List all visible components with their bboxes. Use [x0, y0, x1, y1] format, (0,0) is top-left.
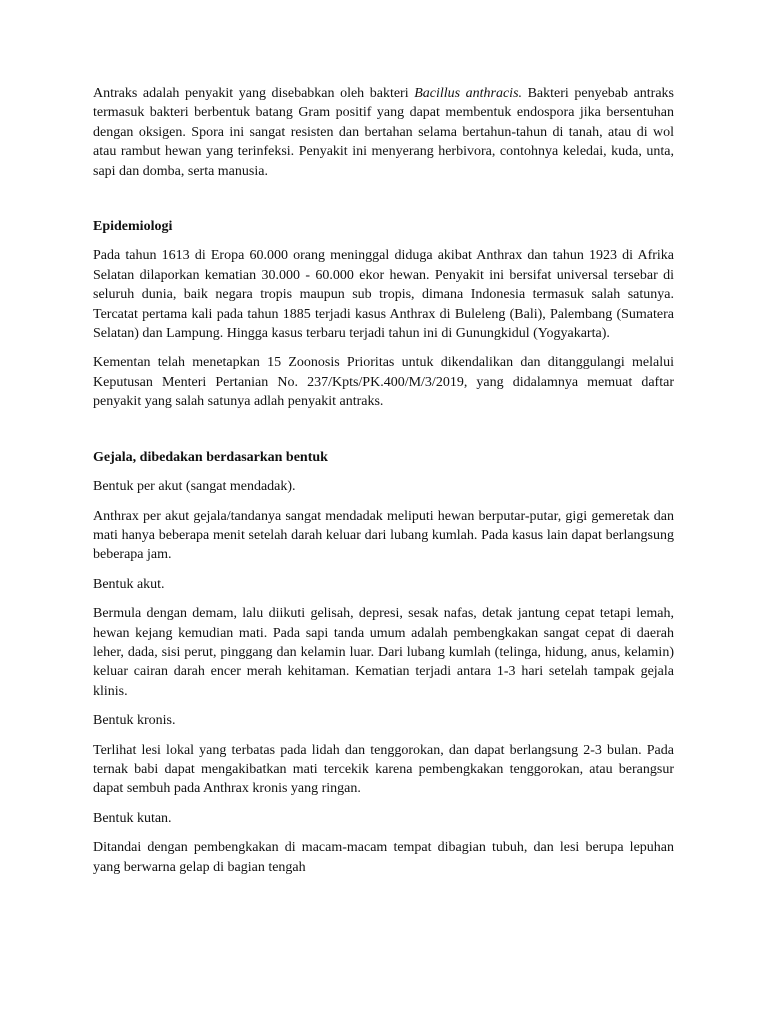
per-akut-title: Bentuk per akut (sangat mendadak). [93, 479, 296, 495]
intro-text-end: Bakteri penyebab antraks termasuk bakteri berbentuk batang Gram positif yang dapat membentuk endospora jika bersentuhan dengan oksigen. Spora ini sangat resisten dan bertahan selama bertahun-tahun di tanah, atau di wol atau rambut hewan yang terinfeksi. Penyakit ini menyerang herbivora, contohnya keledai, kuda, unta, sapi dan domba, serta manusia. [93, 86, 674, 179]
epidemiologi-paragraph-2: Kementan telah menetapkan 15 Zoonosis Prioritas untuk dikendalikan dan ditanggulangi melalui Keputusan Menteri Pertanian No. 237/Kpts/PK.400/M/3/2019, yang didalamnya memuat daftar penyakit yang salah satunya adlah penyakit antraks. [93, 355, 674, 410]
document-page [93, 84, 674, 877]
epidemiologi-paragraph-1: Pada tahun 1613 di Eropa 60.000 orang meninggal diduga akibat Anthrax dan tahun 1923 di Afrika Selatan dilaporkan kematian 30.000 - 60.000 ekor hewan. Penyakit ini bersifat universal tersebar di seluruh dunia, baik negara tropis maupun sub tropis, dimana Indonesia termasuk salah satunya. Tercatat pertama kali pada tahun 1885 terjadi kasus Anthrax di Buleleng (Bali), Palembang (Sumatera Selatan) dan Lampung. Hingga kasus terbaru terjadi tahun ini di Gunungkidul (Yogyakarta). [93, 248, 674, 342]
kronis-paragraph: Terlihat lesi lokal yang terbatas pada lidah dan tenggorokan, dan dapat berlangsung 2-3 bulan. Pada ternak babi dapat mengakibatkan mati tercekik karena pembengkakan tenggorokan, atau berangsur dapat sembuh pada Anthrax kronis yang ringan. [93, 742, 674, 797]
intro-paragraph [93, 84, 674, 181]
heading-gejala: Gejala, dibedakan berdasarkan bentuk [93, 449, 328, 465]
bacteria-name: Bacillus anthracis. [414, 86, 523, 101]
heading-epidemiologi: Epidemiologi [93, 219, 173, 235]
akut-title: Bentuk akut. [93, 576, 165, 592]
kutan-paragraph: Ditandai dengan pembengkakan di macam-macam tempat dibagian tubuh, dan lesi berupa lepuhan yang berwarna gelap di bagian tengah [93, 840, 674, 875]
per-akut-paragraph: Anthrax per akut gejala/tandanya sangat mendadak meliputi hewan berputar-putar, gigi gemeretak dan mati hanya beberapa menit setelah darah keluar dari lubang kumlah. Pada kasus lain dapat berlangsung beberapa jam. [93, 508, 674, 563]
intro-text-start: Antraks adalah penyakit yang disebabkan oleh bakteri [93, 86, 415, 101]
kutan-title: Bentuk kutan. [93, 810, 172, 826]
akut-paragraph: Bermula dengan demam, lalu diikuti gelisah, depresi, sesak nafas, detak jantung cepat tetapi lemah, hewan kejang kemudian mati. Pada sapi tanda umum adalah pembengkakan sangat cepat di daerah leher, dada, sisi perut, pinggang dan kelamin luar. Dari lubang kumlah (telinga, hidung, anus, kelamin) keluar cairan darah encer merah kehitaman. Kematian terjadi antara 1-3 hari setelah tampak gejala klinis. [93, 606, 674, 699]
kronis-title: Bentuk kronis. [93, 713, 176, 729]
